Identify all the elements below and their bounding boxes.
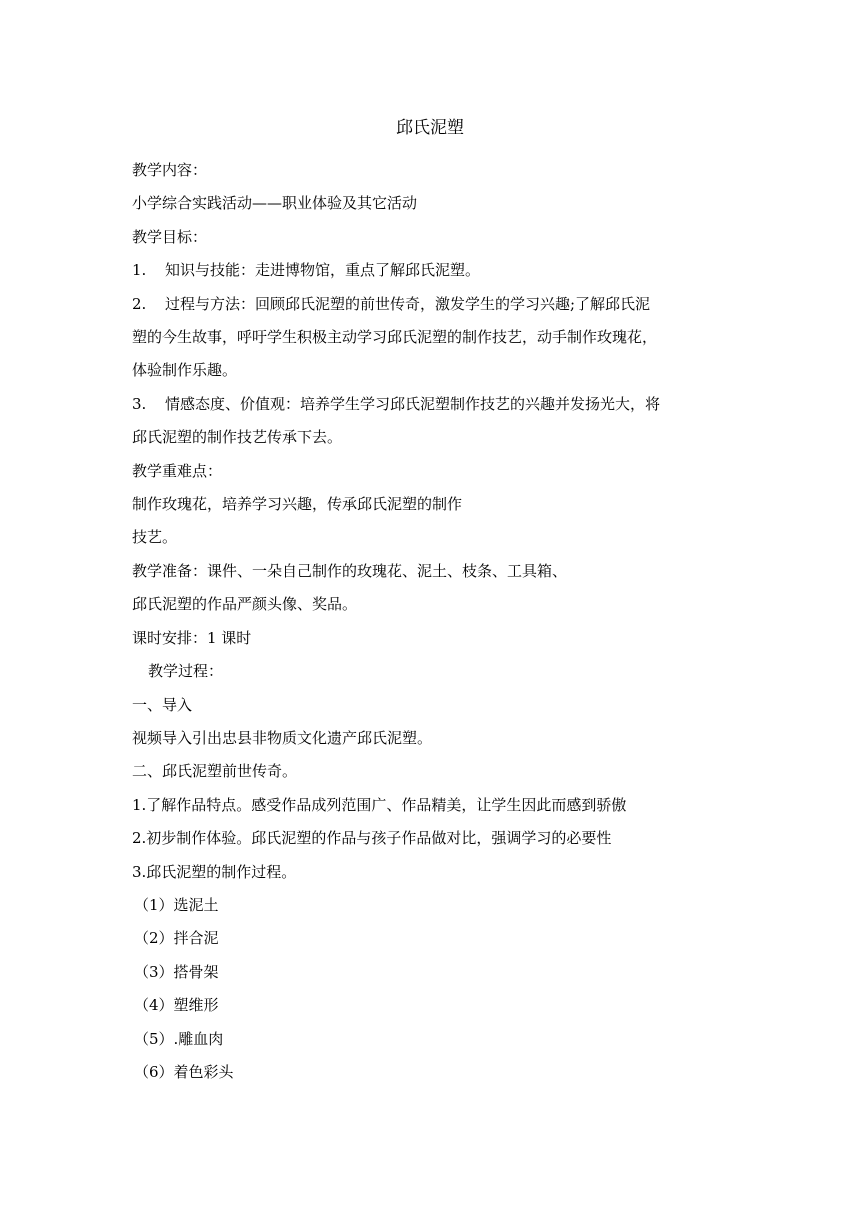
section-1-text: 视频导入引出忠县非物质文化遗产邱氏泥塑。 [132,728,433,747]
document-title: 邱氏泥塑 [396,118,464,138]
goal-item-2-line-1 [132,288,732,321]
content-text: 小学综合实践活动——职业体验及其它活动 [132,194,418,213]
section-2-heading: 二、邱氏泥塑前世传奇。 [132,762,298,781]
goal-text: 过程与方法：回顾邱氏泥塑的前世传奇，激发学生的学习兴趣;了解邱氏泥 [165,294,651,313]
goal-number: 1. [132,261,147,280]
goal-item-3-line-1 [132,388,732,421]
step-item: （3）搭骨架 [134,962,219,981]
goal-item-1 [132,254,732,287]
list-item: 2.初步制作体验。邱氏泥塑的作品与孩子作品做对比，强调学习的必要性 [132,829,612,848]
preparation-text-2: 邱氏泥塑的作品严颜头像、奖品。 [132,595,358,614]
goals-heading: 教学目标： [132,227,208,246]
keypoints-heading: 教学重难点： [132,461,223,480]
list-item: 1.了解作品特点。感受作品成列范围广、作品精美，让学生因此而感到骄傲 [132,795,627,814]
step-item: （1）选泥土 [134,895,219,914]
goal-item-3-line-2: 邱氏泥塑的制作技艺传承下去。 [132,428,343,447]
goal-item-2-line-2: 塑的今生故事，呼吁学生积极主动学习邱氏泥塑的制作技艺，动手制作玫瑰花， [132,328,658,347]
step-item: （5）.雕血肉 [134,1029,224,1048]
keypoints-text-1: 制作玫瑰花，培养学习兴趣，传承邱氏泥塑的制作 [132,495,463,514]
goal-text: 情感态度、价值观：培养学生学习邱氏泥塑制作技艺的兴趣并发扬光大，将 [165,394,661,413]
step-item: （6）着色彩头 [134,1062,234,1081]
section-1-heading: 一、导入 [132,695,193,714]
goal-number: 3. [132,394,147,413]
schedule-text: 课时安排：1 课时 [132,628,252,647]
goal-text: 知识与技能：走进博物馆，重点了解邱氏泥塑。 [165,261,481,280]
document-body [132,154,732,1089]
step-item: （4）塑维形 [134,996,219,1015]
keypoints-text-2: 技艺。 [132,528,178,547]
content-heading: 教学内容： [132,161,208,179]
list-item: 3.邱氏泥塑的制作过程。 [132,862,297,881]
goal-number: 2. [132,294,147,313]
process-heading: 教学过程： [148,662,224,681]
step-item: （2）拌合泥 [134,929,219,948]
preparation-text-1: 教学准备：课件、一朵自己制作的玫瑰花、泥土、枝条、工具箱、 [132,561,568,580]
goal-item-2-line-3: 体验制作乐趣。 [132,361,238,380]
